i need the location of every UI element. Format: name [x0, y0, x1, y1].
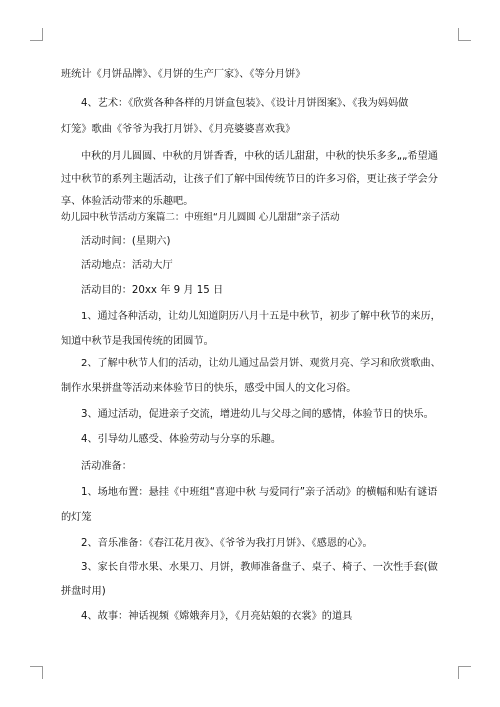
text-line: 享、体验活动带来的乐趣吧。 — [61, 196, 194, 207]
text-line: 1、场地布置：悬挂《中班组“喜迎中秋 与爱同行”亲子活动》的横幅和贴有谜语 — [81, 487, 438, 498]
text-line: 中秋的月儿圆圆、中秋的月饼香香，中秋的话儿甜甜，中秋的快乐多多„„希望通 — [81, 151, 438, 162]
text-line: 3、家长自带水果、水果刀、月饼，教师准备盘子、桌子、椅子、一次性手套(做 — [81, 562, 438, 573]
text-line: 灯笼》歌曲《爷爷为我打月饼》、《月亮婆婆喜欢我》 — [61, 124, 296, 135]
text-line: 制作水果拼盘等活动来体验节日的快乐，感受中国人的文化习俗。 — [61, 383, 357, 394]
text-line: 拼盘时用) — [61, 586, 106, 597]
section-heading: 幼儿园中秋节活动方案篇二：中班组“月儿圆圆 心儿甜甜”亲子活动 — [61, 212, 340, 223]
text-line: 3、通过活动，促进亲子交流，增进幼儿与父母之间的感情，体验节日的快乐。 — [81, 409, 434, 420]
text-line: 活动准备： — [81, 461, 132, 472]
page-corner-mark-top-right — [458, 28, 471, 41]
text-line: 的灯笼 — [61, 512, 92, 523]
text-line: 2、了解中秋节人们的活动，让幼儿通过品尝月饼、观赏月亮、学习和欣赏歌曲、 — [81, 358, 441, 369]
page-corner-mark-bottom-right — [458, 666, 471, 679]
text-line: 1、通过各种活动，让幼儿知道阴历八月十五是中秋节，初步了解中秋节的来历， — [81, 311, 441, 322]
page-corner-mark-bottom-left — [30, 666, 43, 679]
text-line: 4、引导幼儿感受、体验劳动与分享的乐趣。 — [81, 434, 282, 445]
text-line: 4、艺术：《欣赏各种各样的月饼盒包装》、《设计月饼图案》、《我为妈妈做 — [81, 98, 409, 109]
text-line: 知道中秋节是我国传统的团圆节。 — [61, 336, 214, 347]
text-line: 班统计《月饼品牌》、《月饼的生产厂家》、《等分月饼》 — [61, 69, 306, 80]
page-corner-mark-top-left — [30, 28, 43, 41]
text-line: 2、音乐准备：《春江花月夜》、《爷爷为我打月饼》、《感恩的心》。 — [81, 538, 373, 549]
text-line: 活动时间：(星期六) — [81, 236, 171, 247]
text-line: 活动地点：活动大厅 — [81, 260, 173, 271]
text-line: 过中秋节的系列主题活动，让孩子们了解中国传统节日的许多习俗，更让孩子学会分 — [61, 174, 438, 185]
text-line: 4、故事：神话视频《嫦娥奔月》，《月亮姑娘的衣裳》的道具 — [81, 611, 353, 622]
text-line: 活动目的：20xx 年 9 月 15 日 — [81, 285, 224, 296]
